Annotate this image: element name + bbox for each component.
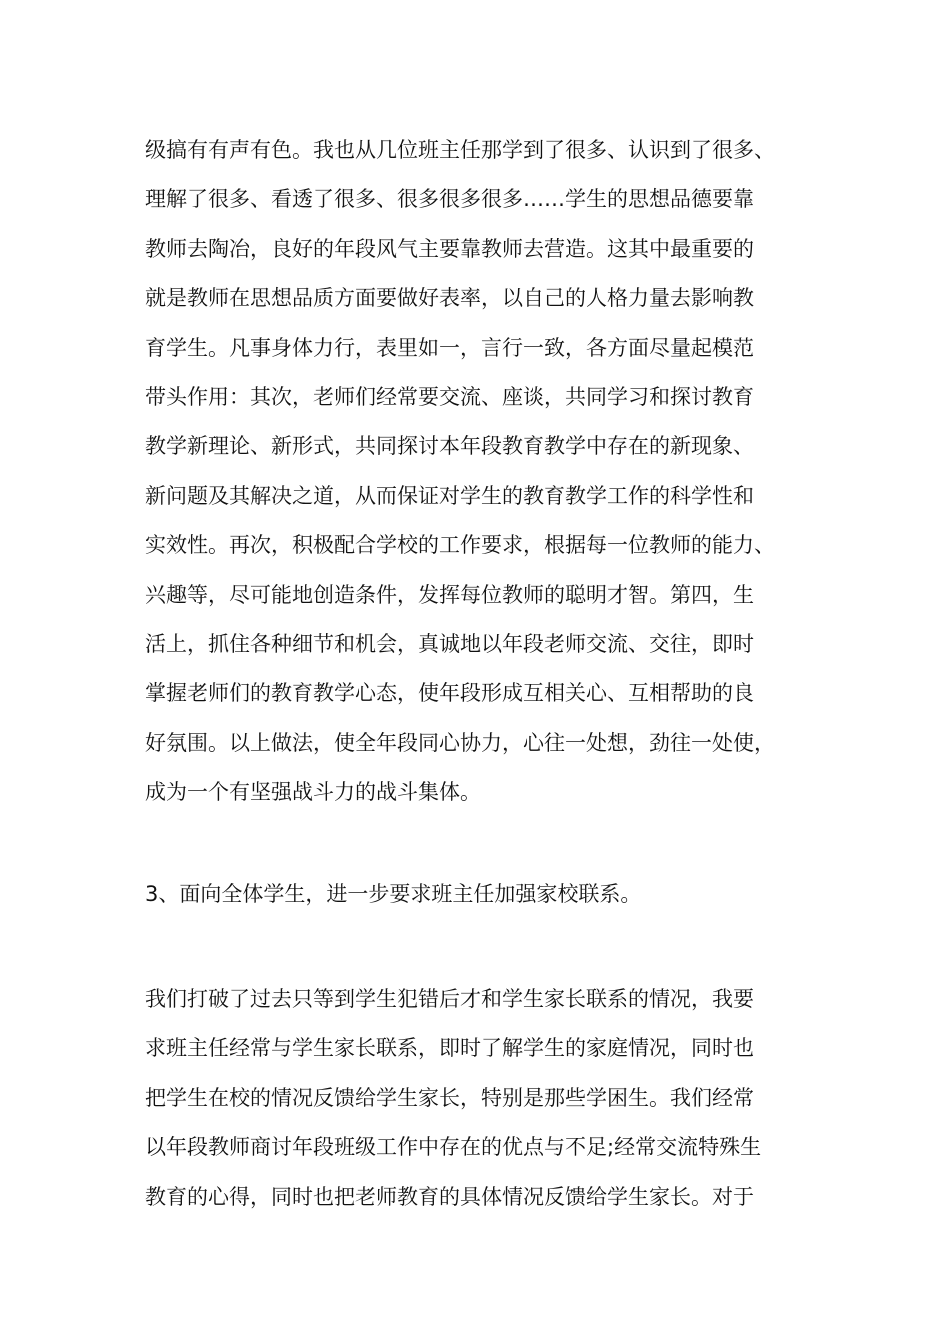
text-line: 把学生在校的情况反馈给学生家长，特别是那些学困生。我们经常 [145,1085,754,1110]
text-line: 就是教师在思想品质方面要做好表率，以自己的人格力量去影响教 [145,286,754,311]
paragraph-body-2 [145,975,845,1222]
text-line: 求班主任经常与学生家长联系，即时了解学生的家庭情况，同时也 [145,1036,754,1061]
text-line: 3、面向全体学生，进一步要求班主任加强家校联系。 [145,882,642,906]
text-line: 实效性。再次，积极配合学校的工作要求，根据每一位教师的能力、 [145,533,775,558]
text-line: 教学新理论、新形式，共同探讨本年段教育教学中存在的新现象、 [145,434,754,459]
text-line: 我们打破了过去只等到学生犯错后才和学生家长联系的情况，我要 [145,987,754,1011]
text-line: 级搞有有声有色。我也从几位班主任那学到了很多、认识到了很多、 [145,138,775,162]
section-heading [145,870,845,919]
text-line: 教师去陶冶，良好的年段风气主要靠教师去营造。这其中最重要的 [145,236,754,261]
text-line: 兴趣等，尽可能地创造条件，发挥每位教师的聪明才智。第四，生 [145,582,754,607]
text-line: 理解了很多、看透了很多、很多很多很多……学生的思想品德要靠 [145,187,754,212]
paragraph-body-1 [145,126,845,817]
text-line: 活上，抓住各种细节和机会，真诚地以年段老师交流、交往，即时 [145,631,754,656]
text-line: 育学生。凡事身体力行，表里如一，言行一致，各方面尽量起模范 [145,335,754,360]
text-line: 掌握老师们的教育教学心态，使年段形成互相关心、互相帮助的良 [145,681,754,706]
text-line: 好氛围。以上做法，使全年段同心协力，心往一处想，劲往一处使， [145,730,775,755]
text-line: 教育的心得，同时也把老师教育的具体情况反馈给学生家长。对于 [145,1184,754,1209]
text-line: 成为一个有坚强战斗力的战斗集体。 [145,780,481,805]
text-line: 以年段教师商讨年段班级工作中存在的优点与不足;经常交流特殊生 [145,1135,762,1160]
text-line: 带头作用：其次，老师们经常要交流、座谈，共同学习和探讨教育 [145,384,754,409]
text-line: 新问题及其解决之道，从而保证对学生的教育教学工作的科学性和 [145,483,754,508]
